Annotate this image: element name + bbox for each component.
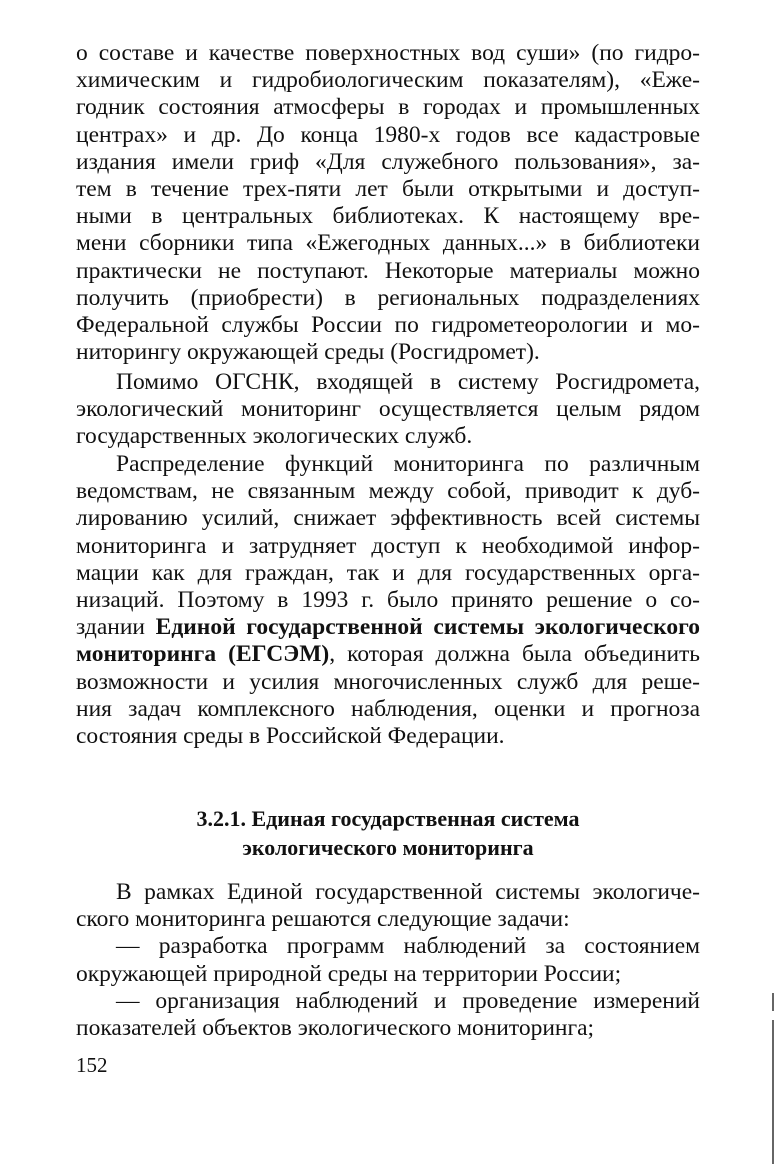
text-line: мени сборники типа «Ежегодных данных...» в библиотеки — [76, 230, 700, 257]
text-line: мации как для граждан, так и для государственных орга- — [76, 559, 700, 586]
text-line: центрах» и др. До конца 1980-х годов все кадастровые — [76, 121, 700, 148]
text-fragment: , которая должна была объединить — [329, 641, 700, 668]
text-line: Распределение функций мониторинга по различным — [116, 451, 700, 477]
text-line: Федеральной службы России по гидрометеорологии и мо- — [76, 311, 700, 338]
text-line: возможности и усилия многочисленных служб для реше- — [76, 668, 700, 695]
paragraph-egsem — [76, 451, 700, 750]
text-line: ния задач комплексного наблюдения, оценки и прогноза — [76, 695, 700, 722]
text-line: практически не поступают. Некоторые материалы можно — [76, 257, 700, 284]
heading-line: 3.2.1. Единая государственная система — [196, 806, 580, 831]
paragraph-ogsnk — [76, 369, 700, 451]
text-line: годник состояния атмосферы в городах и промышленных — [76, 94, 700, 121]
page-edge-mark — [772, 1020, 774, 1164]
list-item: — разработка программ наблюдений за состоянием — [116, 933, 700, 960]
text-line: ведомствам, не связанным между собой, приводит к дуб- — [76, 478, 700, 505]
bold-term: мониторинга (ЕГСЭМ) — [76, 641, 330, 668]
paragraph-tasks — [76, 879, 700, 1042]
text-line — [76, 641, 700, 668]
text-line: показателей объектов экологического мониторинга; — [76, 1014, 595, 1041]
text-line: ными в центральных библиотеках. К настоящему вре- — [76, 203, 700, 230]
text-line: мониторинга и затрудняет доступ к необходимой инфор- — [76, 532, 700, 559]
section-heading — [76, 804, 700, 862]
text-line: государственных экологических служб. — [76, 423, 473, 450]
page-edge-mark — [772, 993, 774, 1011]
text-line: получить (приобрести) в региональных подразделениях — [76, 284, 700, 311]
text-line: тем в течение трех-пяти лет были открытыми и доступ- — [76, 175, 700, 202]
page-number: 152 — [76, 1053, 108, 1077]
text-line: химическим и гидробиологическим показателям), «Еже- — [76, 67, 700, 94]
text-line: издания имели гриф «Для служебного пользования», за- — [76, 148, 700, 175]
text-line: ского мониторинга решаются следующие задачи: — [76, 906, 570, 933]
heading-line: экологического мониторинга — [242, 835, 534, 860]
text-line: лированию усилий, снижает эффективность всей системы — [76, 505, 700, 532]
text-line: В рамках Единой государственной системы экологиче- — [116, 879, 700, 905]
text-line: о составе и качестве поверхностных вод суши» (по гидро- — [76, 40, 700, 66]
text-line — [76, 614, 700, 641]
paragraph-continuation — [76, 40, 700, 366]
text-fragment: здании — [76, 614, 156, 641]
text-line: экологический мониторинг осуществляется целым рядом — [76, 396, 700, 423]
bold-term: Единой государственной системы экологического — [155, 614, 700, 641]
text-line: состояния среды в Российской Федерации. — [76, 722, 505, 749]
text-line: низаций. Поэтому в 1993 г. было принято решение о со- — [76, 586, 700, 613]
text-line: окружающей природной среды на территории России; — [76, 960, 622, 987]
text-line: Помимо ОГСНК, входящей в систему Росгидромета, — [116, 369, 700, 395]
text-line: ниторингу окружающей среды (Росгидромет). — [76, 339, 540, 366]
list-item: — организация наблюдений и проведение измерений — [116, 987, 700, 1014]
